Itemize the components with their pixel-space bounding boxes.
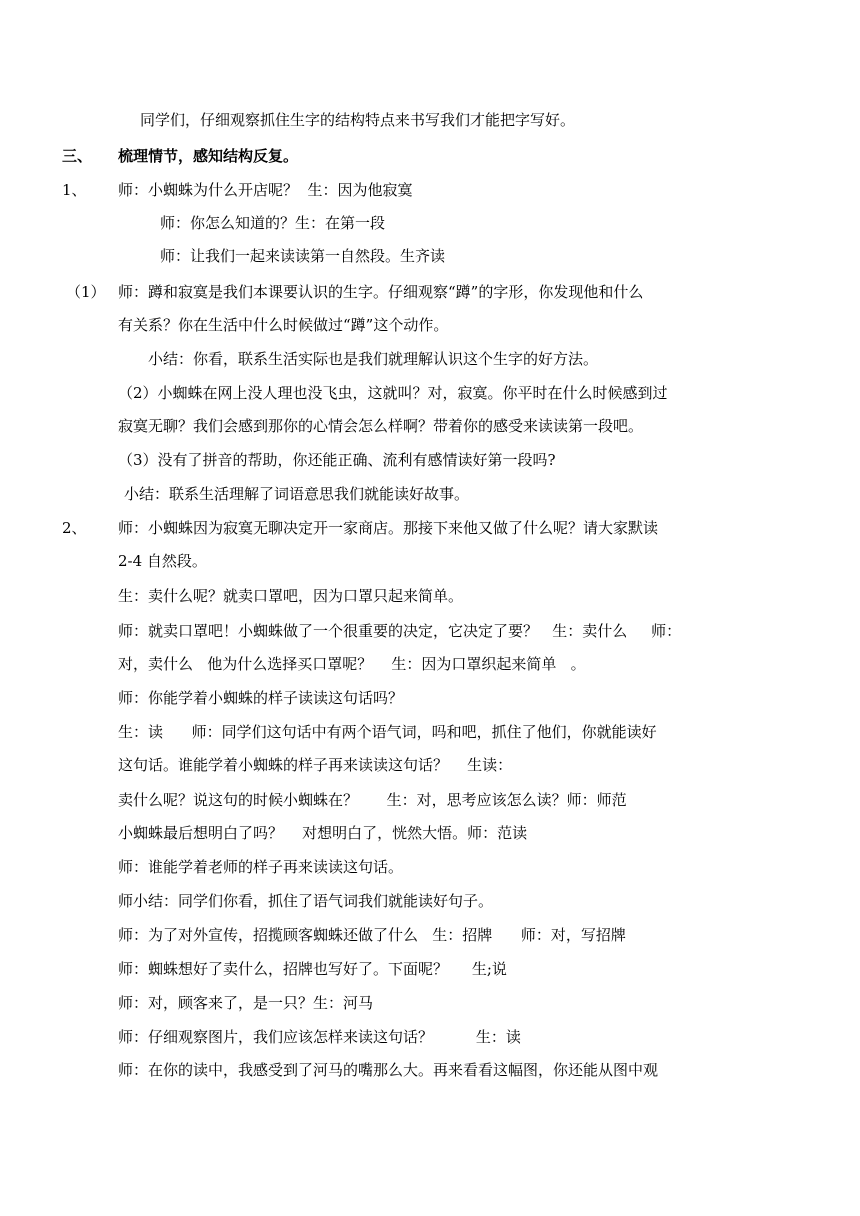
item-number: 2、 <box>62 519 87 537</box>
paragraph-line: 师：谁能学着老师的样子再来读读这句话。 <box>118 858 404 876</box>
paragraph-line: 这句话。谁能学着小蜘蛛的样子再来读读这句话？ 生读： <box>118 756 513 774</box>
paragraph-line: 同学们，仔细观察抓住生字的结构特点来书写我们才能把字写好。 <box>140 111 576 129</box>
item-number: （1） <box>66 283 106 301</box>
paragraph-line: （2）小蜘蛛在网上没人理也没飞虫，这就叫？对，寂寞。你平时在什么时候感到过 <box>118 384 668 402</box>
paragraph-line: 寂寞无聊？我们会感到那你的心情会怎么样啊？带着你的感受来读读第一段吧。 <box>118 417 644 435</box>
paragraph-line: 师：蜘蛛想好了卖什么，招牌也写好了。下面呢？ 生;说 <box>118 960 507 978</box>
paragraph-line: 卖什么呢？说这句的时候小蜘蛛在？ 生：对，思考应该怎么读？师：师范 <box>118 791 627 809</box>
paragraph-line: 2-4 自然段。 <box>118 552 207 570</box>
section-heading: 梳理情节，感知结构反复。 <box>118 147 299 165</box>
section-number: 三、 <box>62 147 93 165</box>
paragraph-line: 小结：联系生活理解了词语意思我们就能读好故事。 <box>124 485 470 503</box>
paragraph-line: 对，卖什么 他为什么选择买口罩呢？ 生：因为口罩织起来简单 。 <box>118 655 586 673</box>
paragraph-line: 师：你怎么知道的？生：在第一段 <box>160 214 386 232</box>
paragraph-line: 师小结：同学们你看，抓住了语气词我们就能读好句子。 <box>118 892 494 910</box>
paragraph-line: 师：在你的读中，我感受到了河马的嘴那么大。再来看看这幅图，你还能从图中观 <box>118 1061 659 1079</box>
paragraph-line: 师：你能学着小蜘蛛的样子读读这句话吗？ <box>118 689 404 707</box>
paragraph-line: 生：卖什么呢？就卖口罩吧，因为口罩只起来简单。 <box>118 587 464 605</box>
paragraph-line: 生：读 师：同学们这句话中有两个语气词，吗和吧，抓住了他们，你就能读好 <box>118 723 657 741</box>
paragraph-line: 师：小蜘蛛为什么开店呢？ 生：因为他寂寞 <box>118 181 413 199</box>
paragraph-line: 师：对，顾客来了，是一只？生：河马 <box>118 994 374 1012</box>
item-number: 1、 <box>62 181 87 199</box>
paragraph-line: 师：仔细观察图片，我们应该怎样来读这句话？ 生：读 <box>118 1028 521 1046</box>
paragraph-line: 师：就卖口罩吧！小蜘蛛做了一个很重要的决定，它决定了要？ 生：卖什么 师： <box>118 622 682 640</box>
paragraph-line: 小结：你看，联系生活实际也是我们就理解认识这个生字的好方法。 <box>148 350 599 368</box>
paragraph-line: 师：让我们一起来读读第一自然段。生齐读 <box>160 247 446 265</box>
paragraph-line: 有关系？你在生活中什么时候做过“蹲”这个动作。 <box>118 316 449 334</box>
paragraph-line: 师：为了对外宣传，招揽顾客蜘蛛还做了什么 生：招牌 师：对，写招牌 <box>118 926 626 944</box>
paragraph-line: （3）没有了拼音的帮助，你还能正确、流利有感情读好第一段吗? <box>118 451 556 469</box>
paragraph-line: 师：小蜘蛛因为寂寞无聊决定开一家商店。那接下来他又做了什么呢？请大家默读 <box>118 519 659 537</box>
paragraph-line: 师：蹲和寂寞是我们本课要认识的生字。仔细观察“蹲”的字形，你发现他和什么 <box>118 283 644 301</box>
paragraph-line: 小蜘蛛最后想明白了吗？ 对想明白了，恍然大悟。师：范读 <box>118 824 528 842</box>
